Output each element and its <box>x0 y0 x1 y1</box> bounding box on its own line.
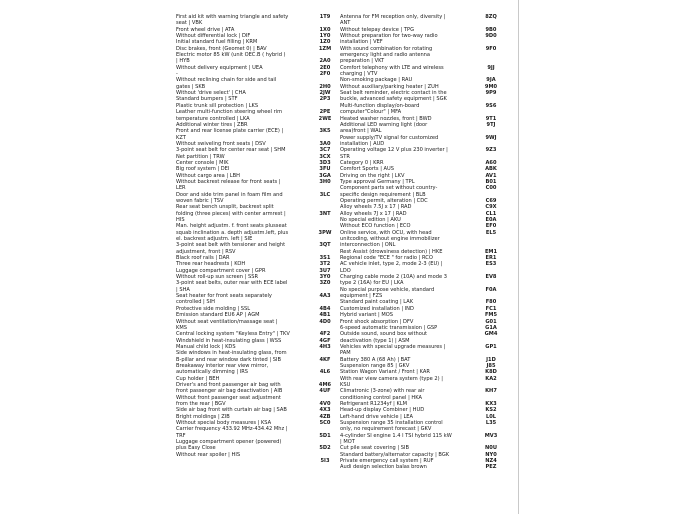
equipment-code: 9Z3 <box>485 147 497 154</box>
left-description-column <box>176 14 308 458</box>
equipment-code: 4X3 <box>319 407 331 414</box>
equipment-code: 4H3 <box>319 343 331 350</box>
equipment-description-line: Audi design selection balas brown <box>340 464 427 471</box>
equipment-code: 9P9 <box>485 90 497 97</box>
equipment-code: L0L <box>485 413 497 420</box>
equipment-description-line: Initial standard fuel filling | KRM <box>176 39 258 46</box>
equipment-code: A60 <box>485 159 497 166</box>
equipment-code: 8ZQ <box>485 14 497 20</box>
equipment-description-line: With sound combination for rotating <box>340 45 433 52</box>
equipment-code: AV1 <box>485 172 497 179</box>
equipment-description-line: B-pillar and rear window dark tinted | SIB <box>176 356 281 363</box>
equipment-description-line: Driver's and front passenger air bag with <box>176 381 281 388</box>
equipment-description-line: Vehicles with special upgrade measures | <box>340 343 446 350</box>
equipment-code: E0A <box>485 217 497 223</box>
equipment-description-line: Station Wagon Variant / Front | KAR <box>340 369 430 376</box>
equipment-code: FC1 <box>485 305 497 312</box>
equipment-description-line: Alloy wheels 7J x 17 | RAD <box>340 210 407 217</box>
equipment-code: 3C7 <box>319 147 331 154</box>
equipment-code: 2JW <box>319 90 331 97</box>
equipment-description-line: installation | AUD <box>340 140 385 147</box>
equipment-description-line: specific design requirement | BLB <box>340 191 426 198</box>
equipment-description-line: Front wheel drive | ATA <box>176 26 235 33</box>
equipment-description-line: Cup holder | BEH <box>176 375 220 382</box>
equipment-description-line: Battery 380 A (68 Ah) | BAT <box>340 356 411 363</box>
equipment-description-line: First aid kit with warning triangle and safety <box>176 14 289 20</box>
equipment-code: G01 <box>485 318 497 325</box>
equipment-description-line: Without auxiliary/parking heater | ZUH <box>340 83 439 90</box>
equipment-code: 4L6 <box>319 369 331 376</box>
equipment-description-line: deactivation (type 1) | ASM <box>340 337 410 344</box>
equipment-description-line: Suspension range 85 | GKV <box>340 362 410 369</box>
equipment-code: 3H0 <box>319 178 331 185</box>
equipment-description-line: Without 'drive select' | CHA <box>176 90 246 97</box>
equipment-code: 4ZB <box>319 413 331 420</box>
equipment-code: EM1 <box>484 248 498 255</box>
equipment-description-line: Black roof rails | DAR <box>176 255 230 262</box>
equipment-description-line: | MOT <box>340 439 355 446</box>
equipment-code: 2H0 <box>319 83 331 90</box>
equipment-description-line: computer"Colour" | MFA <box>340 109 402 116</box>
equipment-code: 4B4 <box>319 305 331 312</box>
equipment-description-line: KZT <box>176 134 186 141</box>
right-description-column <box>340 14 470 471</box>
equipment-description-line: Without rear spoiler | HIS <box>176 451 241 458</box>
equipment-description-line: interconnection | ONL <box>340 242 396 249</box>
equipment-description-line: Non-smoking package | RAU <box>340 77 413 84</box>
equipment-description-line: Leather multi-function steering wheel rim <box>176 109 283 116</box>
equipment-code: PEZ <box>485 464 497 471</box>
equipment-description-line: Rear seat bench unsplit, backrest split <box>176 204 274 211</box>
equipment-description-line: Left-hand drive vehicle | LEA <box>340 413 413 420</box>
equipment-code: 1ZM <box>318 45 332 52</box>
equipment-description-line: Without roll-up sun screen | SSR <box>176 274 258 281</box>
equipment-description-line: Without backrest release for front seats | <box>176 178 281 185</box>
equipment-code: 4UF <box>319 388 331 395</box>
equipment-description-line: front passenger air bag deactivation | AIB <box>176 388 283 395</box>
equipment-code: KH7 <box>485 388 497 395</box>
equipment-code: KA2 <box>485 375 497 382</box>
equipment-code: 2E0 <box>319 64 331 71</box>
equipment-description-line: Refrigerant R1234yf | KLM <box>340 400 408 407</box>
equipment-description-line: Standard battery/alternator capacity | BGK <box>340 451 450 458</box>
equipment-description-line: Without special body measures | KSA <box>176 420 272 426</box>
equipment-code: KS2 <box>485 407 497 414</box>
equipment-description-line: LDO <box>340 267 351 274</box>
equipment-description-line: Private emergency call system | RUF <box>340 458 434 465</box>
equipment-description-line: Without delivery equipment | UEA <box>176 64 263 71</box>
equipment-description-line: Plastic trunk sill protection | LKS <box>176 102 259 109</box>
equipment-code: 9TJ <box>486 121 496 128</box>
equipment-description-line: Regional code "ECE " for radio | RCO <box>340 255 433 262</box>
equipment-code: 5I3 <box>320 458 330 465</box>
equipment-description-line: Door and side trim panel in foam film and <box>176 191 283 198</box>
equipment-description-line: only, no requirement forecast | GKV <box>340 426 432 433</box>
equipment-code: 3U7 <box>319 267 331 274</box>
equipment-description-line: Without ECO function | ECO <box>340 223 411 230</box>
equipment-code: 3Z0 <box>319 280 331 287</box>
equipment-description-line: Windshield in heat-insulating glass | WSS <box>176 337 282 344</box>
equipment-code: ABK <box>485 166 497 173</box>
equipment-description-line: unitcoding, without engine immobilizer <box>340 236 440 243</box>
equipment-description-line: Operating voltage 12 V plus 230 inverter | <box>340 147 448 154</box>
equipment-description-line: el. backrest adjustm. left | SIE <box>176 236 253 243</box>
equipment-description-line: Luggage compartment opener (powered) <box>176 439 282 446</box>
equipment-code: 9JJ <box>487 64 495 71</box>
equipment-code: C00 <box>485 185 497 192</box>
equipment-code: 1X0 <box>319 26 331 33</box>
equipment-code: 2F0 <box>319 71 331 78</box>
equipment-code: 9F0 <box>485 45 497 52</box>
equipment-code: 3CX <box>319 153 331 160</box>
equipment-description-line: | SHA <box>176 286 190 293</box>
equipment-code: 4B1 <box>319 312 331 319</box>
equipment-code: 9T1 <box>485 115 497 122</box>
equipment-description-line: Multi-function display/on-board <box>340 102 420 109</box>
equipment-code: N0U <box>485 445 497 452</box>
equipment-description-line: Disc brakes, front (Geomet 0) | BAV <box>176 45 267 52</box>
equipment-description-line: Front shock absorption | DFV <box>340 318 414 325</box>
equipment-code: 3PW <box>318 229 332 236</box>
equipment-description-line: Net partition | TRW <box>176 153 225 160</box>
equipment-description-line: With rear view camera system (type 2) | <box>340 375 443 382</box>
equipment-code: 4KF <box>319 356 331 363</box>
equipment-code: FM5 <box>484 312 498 319</box>
equipment-description-line: plus Easy Close <box>176 445 216 452</box>
equipment-description-line: Hybrid variant | MOS <box>340 312 394 319</box>
equipment-description-line: gates | SKB <box>176 83 206 90</box>
equipment-code: 5D1 <box>319 432 331 439</box>
equipment-description-line: conditioning control panel | HKA <box>340 394 422 401</box>
equipment-code: NZ4 <box>485 458 497 465</box>
equipment-description-line: Big roof system | DEI <box>176 166 230 173</box>
equipment-description-line: Without cargo area | LBH <box>176 172 240 179</box>
equipment-description-line: Man. height adjustm. f. front seats plusseat <box>176 223 287 230</box>
equipment-description-line: Comfort Sports | AUS <box>340 166 394 173</box>
equipment-description-line: Without preparation for two-way radio <box>340 33 438 40</box>
equipment-description-line: Power supply/TV signal for customized <box>340 134 439 141</box>
equipment-description-line: Climatronic (3-zone) with rear air <box>340 388 425 395</box>
equipment-description-line: Customized installation | IND <box>340 305 414 312</box>
equipment-code: KX3 <box>485 400 497 407</box>
equipment-description-line: 3-point seat belt for center rear seat | SHM <box>176 147 286 154</box>
equipment-code: 2A0 <box>319 58 331 65</box>
equipment-code: F0A <box>485 286 497 293</box>
equipment-code: B01 <box>485 178 497 185</box>
equipment-description-line: Emission standard EU6 AP | AGM <box>176 312 260 319</box>
equipment-description-line: Without front passenger seat adjustment <box>176 394 281 401</box>
equipment-description-line: Driving on the right | LKV <box>340 172 405 179</box>
equipment-description-line: Electric motor 85 kW (unit OEC.B ( hybrid ) <box>176 52 286 59</box>
equipment-description-line: Rest Assist (drowsiness detection) | HKE <box>340 248 443 255</box>
equipment-description-line: Without telepay device | TPG <box>340 26 415 33</box>
equipment-code: 3S1 <box>319 255 331 262</box>
equipment-code: 9B0 <box>485 26 497 33</box>
equipment-description-line: Seat belt reminder, electric contact in the <box>340 90 447 97</box>
equipment-description-line: Central locking system "Keyless Entry" | TKV <box>176 331 290 338</box>
equipment-code: 3NT <box>319 210 331 217</box>
equipment-description-line: Online service, with OCU, with head <box>340 229 432 236</box>
equipment-description-line: equipment | FZS <box>340 293 383 300</box>
equipment-code: L35 <box>485 420 497 426</box>
equipment-code: EF0 <box>485 223 497 230</box>
equipment-description-line: Category 0 | KRR <box>340 159 384 166</box>
equipment-description-line: Center console | MIK <box>176 159 229 166</box>
equipment-code: 9WJ <box>485 134 497 141</box>
equipment-description-line: STR <box>340 153 350 160</box>
equipment-description-line: squab inclination a. depth adjustm.left, plus <box>176 229 289 236</box>
equipment-description-line: Standard bumpers | STF <box>176 96 238 103</box>
equipment-code: NY0 <box>485 451 497 458</box>
equipment-code: 3K5 <box>319 128 331 135</box>
equipment-description-line: from the rear | BGV <box>176 400 226 407</box>
equipment-code: 1T9 <box>319 14 331 20</box>
equipment-description-line: TRF <box>176 432 186 439</box>
equipment-description-line: 6-speed automatic transmission | GSP <box>340 324 438 331</box>
equipment-code: 4A3 <box>319 293 331 300</box>
equipment-description-line: Cut pile seat covering | SIB <box>340 445 409 452</box>
equipment-description-line: Additional LED warning light (door <box>340 121 428 128</box>
equipment-code: 3D3 <box>319 159 331 166</box>
equipment-code: K8D <box>485 369 497 376</box>
equipment-description-line: temperature controlled | LKA <box>176 115 250 122</box>
equipment-code: CL1 <box>485 210 497 217</box>
equipment-description-line: Comfort telephony with LTE and wireless <box>340 64 444 71</box>
equipment-code: 3LC <box>319 191 331 198</box>
equipment-description-line: Type approval Germany | TPL <box>340 178 415 185</box>
equipment-description-line: Without seat ventilation/massage seat | <box>176 318 278 325</box>
equipment-code: ES3 <box>485 261 497 268</box>
equipment-description-line: type 2 (16A) for EU | LKA <box>340 280 404 287</box>
equipment-description-line: Without reclining chain for side and tail <box>176 77 277 84</box>
equipment-description-line: 3-point seat belts, outer rear with ECE label <box>176 280 288 287</box>
equipment-code: GM4 <box>484 331 498 338</box>
equipment-description-line: automatically dimming | IRS <box>176 369 249 376</box>
equipment-description-line: Luggage compartment cover | GPR <box>176 267 266 274</box>
equipment-description-line: PAM <box>340 350 351 357</box>
equipment-code: 4D0 <box>319 318 331 325</box>
equipment-description-line: Without differential lock | DIF <box>176 33 251 40</box>
equipment-code: 2PE <box>319 109 331 116</box>
equipment-description-line: preparation | VKT <box>340 58 385 65</box>
equipment-code: ER1 <box>485 255 497 262</box>
equipment-code: 4GF <box>319 337 331 344</box>
equipment-code: 3T2 <box>319 261 331 268</box>
equipment-description-line: | HYB <box>176 58 190 65</box>
equipment-code: F80 <box>485 299 497 306</box>
equipment-description-line: Bright moldings | ZIB <box>176 413 230 420</box>
equipment-code: 9S6 <box>485 102 497 109</box>
equipment-description-line: woven fabric | TSV <box>176 197 224 204</box>
equipment-code: 3A0 <box>319 140 331 147</box>
equipment-description-line: Seat heater for front seats separately <box>176 293 272 300</box>
equipment-description-line: Outside sound, sound box without <box>340 331 428 338</box>
equipment-description-line: KMS <box>176 324 187 331</box>
equipment-code: 4F2 <box>319 331 331 338</box>
equipment-description-line: Heated washer nozzles, front | BWD <box>340 115 432 122</box>
equipment-description-line: ANT <box>340 20 351 27</box>
equipment-description-line: - <box>176 71 178 78</box>
equipment-description-line: seat | VBK <box>176 20 203 27</box>
equipment-description-line: 4-cylinder SI engine 1.4 l TSI hybrid 115 kW <box>340 432 452 439</box>
equipment-description-line: buckle, advanced safety equipment | SGK <box>340 96 447 103</box>
equipment-code: 2P3 <box>319 96 331 103</box>
equipment-description-line: Charging cable mode 2 (10A) and mode 3 <box>340 274 447 281</box>
left-code-column <box>314 14 336 464</box>
equipment-description-line: AC vehicle inlet, type 2, mode 2-3 (EU) | <box>340 261 443 268</box>
equipment-description-line: Component parts set without country- <box>340 185 438 192</box>
equipment-description-line: Antenna for FM reception only, diversity | <box>340 14 446 20</box>
equipment-description-line: Standard paint coating | LAK <box>340 299 414 306</box>
equipment-description-line: Additional winter tires | ZBR <box>176 121 248 128</box>
equipment-description-line: Front and rear license plate carrier (ECE) | <box>176 128 284 135</box>
equipment-description-line: LER <box>176 185 186 192</box>
equipment-code: EV8 <box>485 274 497 281</box>
equipment-description-line: Suspension range 35 installation control <box>340 420 443 426</box>
equipment-description-line: No special purpose vehicle, standard <box>340 286 435 293</box>
equipment-code: 1Y0 <box>319 33 331 40</box>
equipment-description-line: installation | VEF <box>340 39 383 46</box>
equipment-code: 3QT <box>319 242 331 249</box>
equipment-code: GP1 <box>485 343 497 350</box>
equipment-code: 1Z0 <box>319 39 331 46</box>
equipment-description-line: HIS <box>176 217 185 223</box>
equipment-description-line: Manual child lock | KDS <box>176 343 236 350</box>
equipment-code: G1A <box>485 324 497 331</box>
equipment-description-line: controlled | SIH <box>176 299 215 306</box>
equipment-description-line: No special edition | AKU <box>340 217 401 223</box>
equipment-description-line: Protective side molding | SSL <box>176 305 251 312</box>
page-edge-divider <box>518 0 519 514</box>
equipment-description-line: Head-up display Combiner | HUD <box>340 407 425 414</box>
equipment-code: J85 <box>486 362 496 369</box>
equipment-code: 5D2 <box>319 445 331 452</box>
equipment-description-line: charging | VTV <box>340 71 378 78</box>
equipment-description-line: area)front | WAL <box>340 128 382 135</box>
equipment-code: 2WE <box>318 115 332 122</box>
equipment-code: 4V0 <box>319 400 331 407</box>
equipment-code: EL5 <box>485 229 497 236</box>
equipment-code: 5C0 <box>319 420 331 426</box>
equipment-description-line: folding (three pieces) with center armrest | <box>176 210 286 217</box>
equipment-description-line: Side air bag front with curtain air bag | SAB <box>176 407 287 414</box>
right-code-column <box>480 14 502 471</box>
equipment-description-line: Without swiveling front seats | DSV <box>176 140 266 147</box>
equipment-description-line: emergency light and radio antenna <box>340 52 431 59</box>
equipment-description-line: adjustment, front | RSV <box>176 248 236 255</box>
equipment-code: 3FU <box>319 166 331 173</box>
equipment-description-line: KSU <box>340 381 351 388</box>
equipment-code: 3Y0 <box>319 274 331 281</box>
equipment-code: MV3 <box>484 432 498 439</box>
equipment-code: 9M0 <box>484 83 498 90</box>
equipment-code: C9X <box>485 204 497 211</box>
equipment-description-line: Side windows in heat-insulating glass, from <box>176 350 287 357</box>
equipment-code: C69 <box>485 197 497 204</box>
equipment-code: 9D0 <box>485 33 497 40</box>
equipment-code: 3GA <box>319 172 331 179</box>
equipment-description-line: Breakaway interior rear view mirror, <box>176 362 269 369</box>
equipment-code: 9JA <box>486 77 496 84</box>
equipment-code: J1D <box>486 356 496 363</box>
equipment-code: 4M6 <box>318 381 332 388</box>
equipment-description-line: Operating permit, alteration | CDC <box>340 197 428 204</box>
equipment-description-line: 3-point seat belt with tensioner and height <box>176 242 286 249</box>
equipment-description-line: Carrier frequency 433.92 MHz-434.42 Mhz | <box>176 426 288 433</box>
equipment-description-line: Alloy wheels 7.5J x 17 | RAD <box>340 204 412 211</box>
equipment-description-line: Three rear headrests | KOH <box>176 261 246 268</box>
